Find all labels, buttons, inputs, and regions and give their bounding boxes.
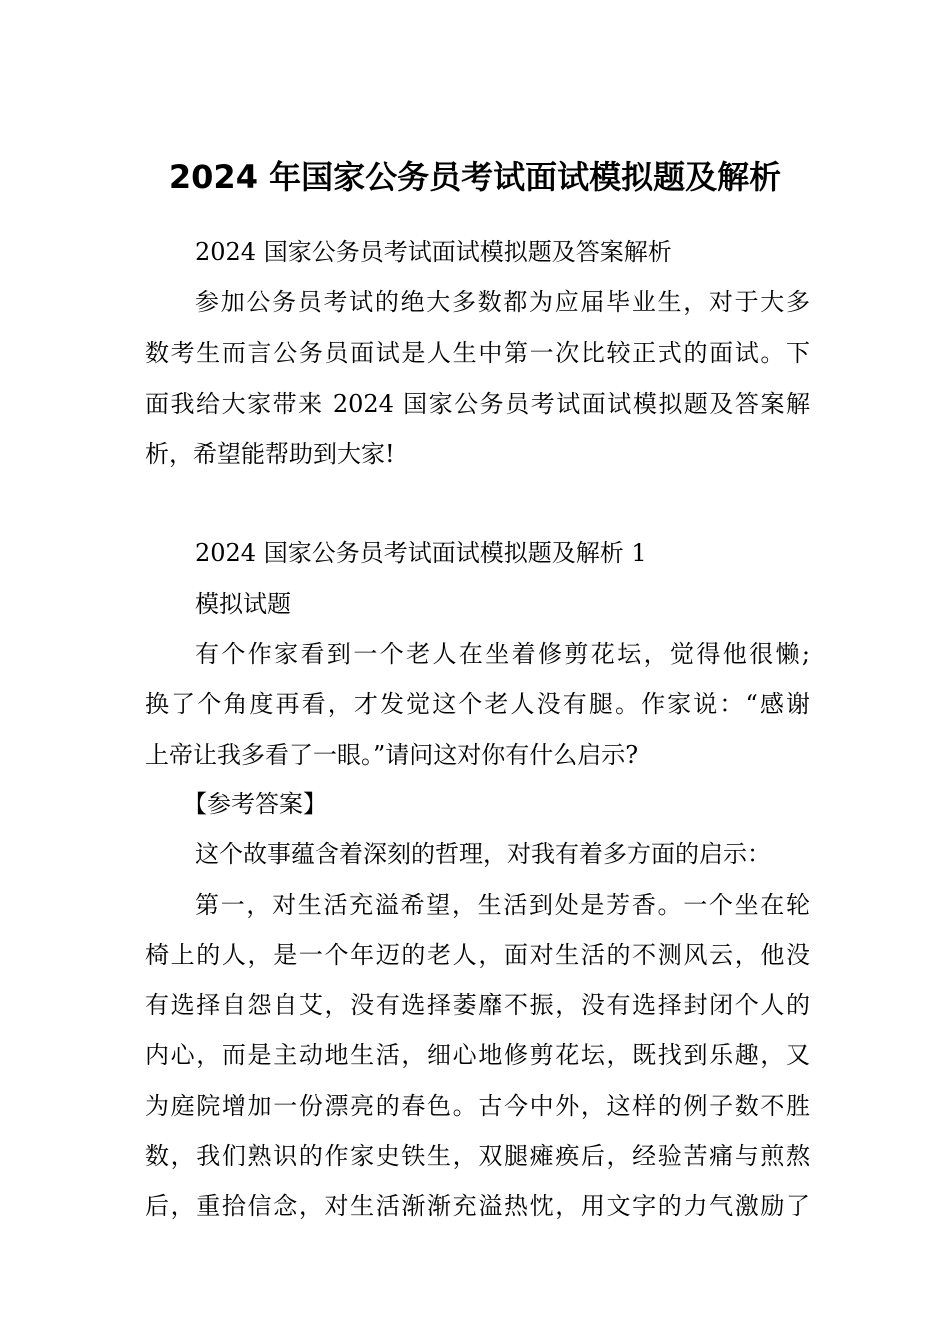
answer-intro: 这个故事蕴含着深刻的哲理，对我有着多方面的启示： <box>195 840 771 868</box>
answer-line: 内心，而是主动地生活，细心地修剪花坛，既找到乐趣，又 <box>145 1041 810 1069</box>
intro-line: 数考生而言公务员面试是人生中第一次比较正式的面试。下 <box>145 339 810 367</box>
answer-line: 第一，对生活充溢希望，生活到处是芳香。一个坐在轮 <box>195 891 810 919</box>
answer-line: 椅上的人，是一个年迈的老人，面对生活的不测风云，他没 <box>145 941 810 969</box>
intro-line: 面我给大家带来 2024 国家公务员考试面试模拟题及答案解 <box>145 390 810 418</box>
question-line: 换了个角度再看，才发觉这个老人没有腿。作家说：“感谢 <box>145 690 810 718</box>
section-heading: 2024 国家公务员考试面试模拟题及解析 1 <box>195 539 647 567</box>
document-title: 2024 年国家公务员考试面试模拟题及解析 <box>168 158 782 196</box>
question-label: 模拟试题 <box>195 590 291 618</box>
answer-line: 有选择自怨自艾，没有选择萎靡不振，没有选择封闭个人的 <box>145 991 810 1019</box>
question-line: 有个作家看到一个老人在坐着修剪花坛，觉得他很懒; <box>195 640 810 668</box>
answer-label: 【参考答案】 <box>183 790 327 818</box>
intro-line: 参加公务员考试的绝大多数都为应届毕业生，对于大多 <box>195 288 810 316</box>
answer-line: 后，重拾信念，对生活渐渐充溢热忱，用文字的力气激励了 <box>145 1192 810 1220</box>
answer-line: 数，我们熟识的作家史铁生，双腿瘫痪后，经验苦痛与煎熬 <box>145 1142 810 1170</box>
answer-line: 为庭院增加一份漂亮的春色。古今中外，这样的例子数不胜 <box>145 1092 810 1120</box>
document-subtitle: 2024 国家公务员考试面试模拟题及答案解析 <box>195 238 672 266</box>
intro-line: 析，希望能帮助到大家! <box>145 440 395 468</box>
question-line: 上帝让我多看了一眼。”请问这对你有什么启示? <box>145 741 639 769</box>
